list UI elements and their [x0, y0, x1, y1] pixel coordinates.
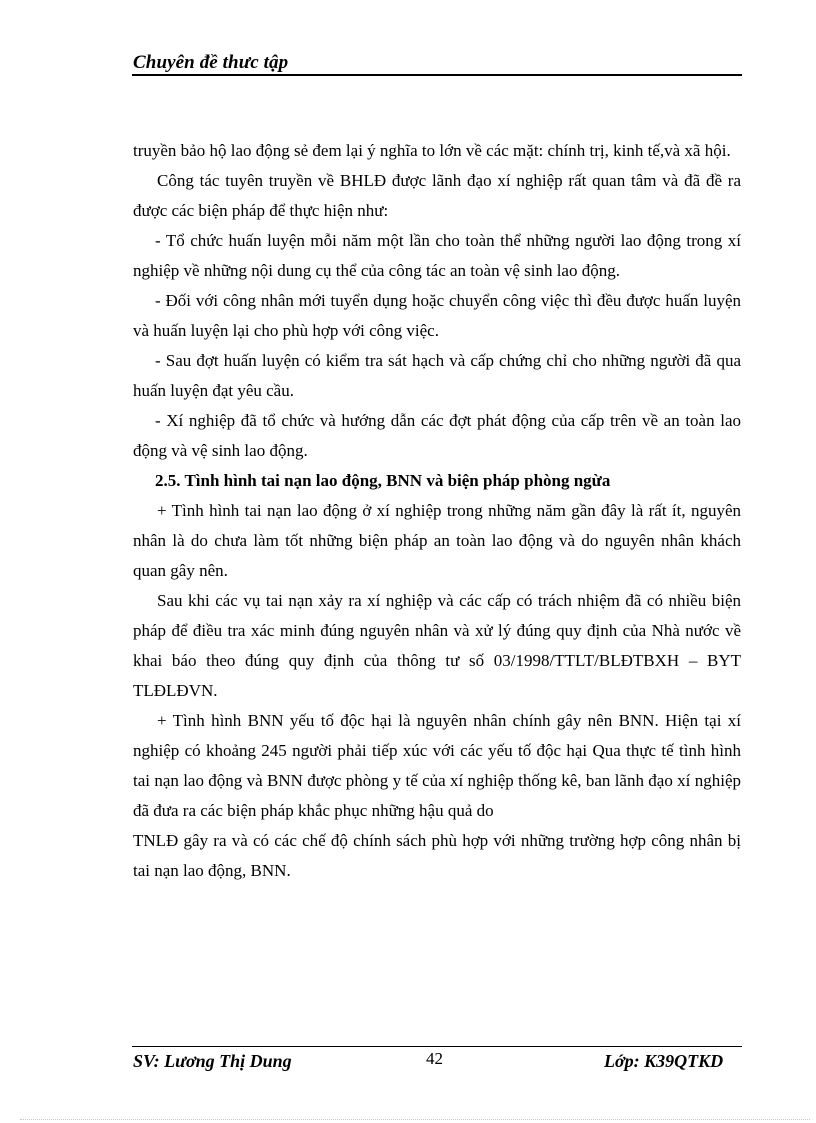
list-item: - Xí nghiệp đã tổ chức và hướng dẫn các đợt phát động của cấp trên về an toàn lao động và vệ sinh lao động.: [133, 411, 741, 460]
footer-student-name: SV: Lương Thị Dung: [133, 1051, 292, 1071]
page-edge-dotted-line: [20, 1119, 810, 1120]
paragraph: + Tình hình tai nạn lao động ở xí nghiệp trong những năm gần đây là rất ít, nguyên nhân là do chưa làm tốt những biện pháp an toàn lao động và do nguyên nhân khách quan gây nên.: [133, 501, 741, 580]
paragraph: Công tác tuyên truyền về BHLĐ được lãnh đạo xí nghiệp rất quan tâm và đã đề ra được các biện pháp để thực hiện như:: [133, 171, 741, 220]
footer-class: Lớp: K39QTKD: [604, 1051, 724, 1071]
header-divider: [132, 74, 742, 76]
paragraph: + Tình hình BNN yếu tố độc hại là nguyên nhân chính gây nên BNN. Hiện tại xí nghiệp có khoảng 245 người phải tiếp xúc với các yếu tố độc hại Qua thực tế tình hình tai nạn lao động và BNN được phòng y tế của xí nghiệp thống kê, ban lãnh đạo xí nghiệp đã đưa ra các biện pháp khắc phục những hậu quả do: [133, 711, 741, 820]
page-header-title: Chuyên đề thưc tập: [133, 52, 289, 73]
list-item: - Sau đợt huấn luyện có kiểm tra sát hạch và cấp chứng chỉ cho những người đã qua huấn luyện đạt yêu cầu.: [133, 351, 741, 400]
page-number: 42: [426, 1049, 443, 1068]
section-heading: 2.5. Tình hình tai nạn lao động, BNN và biện pháp phòng ngừa: [155, 471, 611, 490]
paragraph: Sau khi các vụ tai nạn xảy ra xí nghiệp và các cấp có trách nhiệm đã có nhiều biện pháp để điều tra xác minh đúng nguyên nhân và xử lý đúng quy định của Nhà nước về khai báo theo đúng quy định của thông tư số 03/1998/TTLT/BLĐTBXH – BYT TLĐLĐVN.: [133, 591, 741, 700]
footer-divider: [132, 1046, 742, 1047]
list-item: - Tổ chức huấn luyện mỗi năm một lần cho toàn thể những người lao động trong xí nghiệp về những nội dung cụ thể của công tác an toàn vệ sinh lao động.: [133, 231, 741, 280]
list-item: - Đối với công nhân mới tuyển dụng hoặc chuyển công việc thì đều được huấn luyện và huấn luyện lại cho phù hợp với công việc.: [133, 291, 741, 340]
paragraph: truyền bảo hộ lao động sẻ đem lại ý nghĩa to lớn về các mặt: chính trị, kinh tế,và xã hội.: [133, 141, 731, 160]
document-body: [133, 136, 741, 886]
paragraph: TNLĐ gây ra và có các chế độ chính sách phù hợp với những trường hợp công nhân bị tai nạn lao động, BNN.: [133, 831, 741, 880]
